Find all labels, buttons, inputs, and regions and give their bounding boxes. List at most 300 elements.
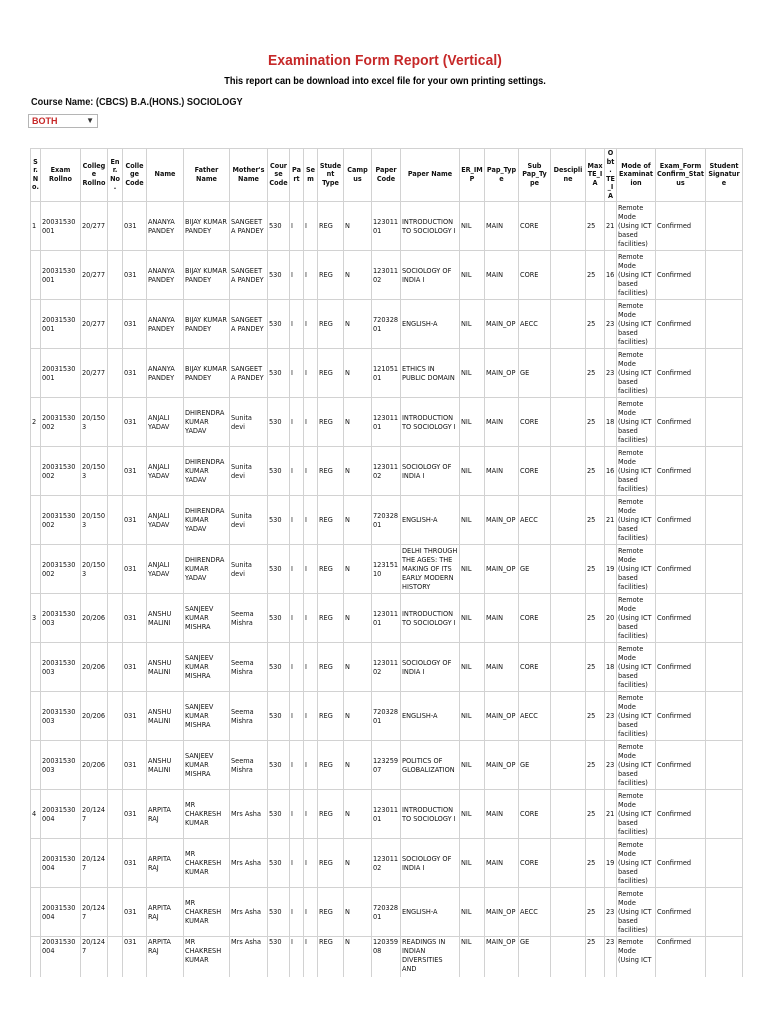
table-cell: MAIN: [485, 250, 519, 299]
table-cell: Confirmed: [656, 250, 706, 299]
table-cell: Confirmed: [656, 397, 706, 446]
table-cell: Seema Mishra: [230, 691, 268, 740]
table-cell: Remote Mode (Using ICT based facilities): [617, 642, 656, 691]
table-cell: NIL: [460, 446, 485, 495]
table-cell: 530: [268, 642, 290, 691]
table-cell: Confirmed: [656, 201, 706, 250]
filter-select-value: BOTH: [32, 116, 58, 126]
table-cell: SANJEEV KUMAR MISHRA: [184, 740, 230, 789]
table-cell: I: [290, 887, 304, 936]
table-row: [31, 446, 743, 495]
table-cell: [108, 446, 123, 495]
table-cell: [551, 838, 586, 887]
table-cell: 031: [123, 201, 147, 250]
table-cell: Sunita devi: [230, 397, 268, 446]
table-cell: [108, 201, 123, 250]
table-cell: DHIRENDRA KUMAR YADAV: [184, 397, 230, 446]
table-cell: 21: [605, 495, 617, 544]
table-cell: 25: [586, 544, 605, 593]
table-cell: BIJAY KUMAR PANDEY: [184, 250, 230, 299]
table-cell: 12301101: [372, 789, 401, 838]
table-cell: I: [290, 544, 304, 593]
table-cell: NIL: [460, 250, 485, 299]
table-cell: 530: [268, 936, 290, 977]
table-cell: N: [344, 838, 372, 887]
table-cell: 20031530001: [41, 201, 81, 250]
table-cell: [108, 495, 123, 544]
table-cell: 530: [268, 446, 290, 495]
table-cell: 25: [586, 250, 605, 299]
table-cell: BIJAY KUMAR PANDEY: [184, 299, 230, 348]
table-cell: 031: [123, 936, 147, 977]
table-cell: [551, 250, 586, 299]
table-cell: 18: [605, 397, 617, 446]
table-cell: 20031530002: [41, 495, 81, 544]
table-cell: 12301102: [372, 446, 401, 495]
table-row: [31, 544, 743, 593]
exam-form-table: [30, 148, 743, 977]
table-cell: NIL: [460, 789, 485, 838]
table-cell: [551, 887, 586, 936]
column-header: Sub Pap_Type: [519, 149, 551, 202]
table-cell: 20/1247: [81, 789, 108, 838]
table-cell: I: [304, 495, 318, 544]
table-cell: 23: [605, 691, 617, 740]
table-cell: Confirmed: [656, 593, 706, 642]
table-cell: I: [290, 495, 304, 544]
table-cell: ARPITA RAJ: [147, 789, 184, 838]
table-cell: 031: [123, 887, 147, 936]
table-cell: 25: [586, 789, 605, 838]
table-cell: Confirmed: [656, 789, 706, 838]
table-cell: CORE: [519, 397, 551, 446]
table-cell: SOCIOLOGY OF INDIA I: [401, 838, 460, 887]
table-cell: MAIN_OP: [485, 936, 519, 977]
table-cell: 530: [268, 789, 290, 838]
column-header: Father Name: [184, 149, 230, 202]
table-cell: [706, 250, 743, 299]
table-cell: INTRODUCTION TO SOCIOLOGY I: [401, 201, 460, 250]
table-cell: 530: [268, 593, 290, 642]
table-cell: MAIN_OP: [485, 348, 519, 397]
table-cell: N: [344, 201, 372, 250]
table-cell: 23: [605, 299, 617, 348]
table-cell: I: [290, 642, 304, 691]
table-cell: I: [304, 348, 318, 397]
table-row: [31, 593, 743, 642]
table-cell: [31, 544, 41, 593]
column-header: Sr. No.: [31, 149, 41, 202]
table-cell: 25: [586, 691, 605, 740]
table-cell: ANANYA PANDEY: [147, 299, 184, 348]
table-cell: [108, 740, 123, 789]
table-cell: N: [344, 593, 372, 642]
table-cell: 20031530004: [41, 887, 81, 936]
table-cell: MAIN: [485, 593, 519, 642]
table-cell: 72032801: [372, 691, 401, 740]
table-cell: I: [290, 838, 304, 887]
table-cell: 18: [605, 642, 617, 691]
table-cell: BIJAY KUMAR PANDEY: [184, 348, 230, 397]
table-cell: READINGS IN INDIAN DIVERSITIES AND: [401, 936, 460, 977]
table-cell: [551, 544, 586, 593]
table-cell: NIL: [460, 495, 485, 544]
table-cell: 031: [123, 789, 147, 838]
table-cell: [551, 593, 586, 642]
column-header: Enr. No.: [108, 149, 123, 202]
table-cell: ENGLISH-A: [401, 495, 460, 544]
table-cell: 20/1503: [81, 446, 108, 495]
table-cell: 530: [268, 250, 290, 299]
table-cell: 25: [586, 838, 605, 887]
table-cell: ANANYA PANDEY: [147, 201, 184, 250]
table-cell: MR CHAKRESH KUMAR: [184, 887, 230, 936]
table-cell: 530: [268, 887, 290, 936]
table-cell: 530: [268, 691, 290, 740]
table-cell: 031: [123, 495, 147, 544]
table-cell: Confirmed: [656, 299, 706, 348]
table-row: [31, 495, 743, 544]
table-cell: 23: [605, 936, 617, 977]
table-cell: 12301102: [372, 838, 401, 887]
column-header: Max TE_IA: [586, 149, 605, 202]
table-cell: 20031530003: [41, 691, 81, 740]
table-row: [31, 838, 743, 887]
table-cell: 530: [268, 201, 290, 250]
table-cell: Confirmed: [656, 936, 706, 977]
table-row: [31, 887, 743, 936]
column-header: College Code: [123, 149, 147, 202]
table-cell: SANJEEV KUMAR MISHRA: [184, 642, 230, 691]
table-cell: [706, 446, 743, 495]
table-row: [31, 250, 743, 299]
table-cell: N: [344, 789, 372, 838]
table-cell: 20/1247: [81, 936, 108, 977]
table-cell: DHIRENDRA KUMAR YADAV: [184, 495, 230, 544]
table-cell: Remote Mode (Using ICT based facilities): [617, 250, 656, 299]
table-cell: 20031530003: [41, 642, 81, 691]
table-cell: REG: [318, 691, 344, 740]
table-cell: Remote Mode (Using ICT based facilities): [617, 201, 656, 250]
table-cell: I: [290, 789, 304, 838]
table-cell: [108, 250, 123, 299]
table-cell: ANANYA PANDEY: [147, 348, 184, 397]
table-cell: 031: [123, 397, 147, 446]
table-cell: N: [344, 887, 372, 936]
table-cell: [706, 642, 743, 691]
table-cell: NIL: [460, 397, 485, 446]
table-cell: NIL: [460, 299, 485, 348]
table-cell: N: [344, 642, 372, 691]
table-cell: 20/1503: [81, 495, 108, 544]
table-cell: 20: [605, 593, 617, 642]
table-row: [31, 348, 743, 397]
table-cell: N: [344, 936, 372, 977]
table-cell: [31, 887, 41, 936]
column-header: Paper Name: [401, 149, 460, 202]
table-cell: I: [304, 642, 318, 691]
table-cell: 25: [586, 936, 605, 977]
table-cell: I: [304, 593, 318, 642]
table-cell: [108, 299, 123, 348]
table-cell: 20/1503: [81, 397, 108, 446]
table-cell: 4: [31, 789, 41, 838]
table-cell: ANJALI YADAV: [147, 544, 184, 593]
table-cell: 20031530004: [41, 838, 81, 887]
table-cell: 20031530001: [41, 299, 81, 348]
table-cell: MAIN: [485, 642, 519, 691]
table-cell: REG: [318, 544, 344, 593]
table-cell: 20031530004: [41, 789, 81, 838]
table-cell: AECC: [519, 887, 551, 936]
table-cell: Confirmed: [656, 642, 706, 691]
table-row: [31, 691, 743, 740]
column-header: Campus: [344, 149, 372, 202]
table-cell: 19: [605, 838, 617, 887]
table-cell: [706, 691, 743, 740]
table-cell: 3: [31, 593, 41, 642]
table-cell: N: [344, 348, 372, 397]
table-cell: NIL: [460, 348, 485, 397]
table-cell: 16: [605, 446, 617, 495]
table-cell: INTRODUCTION TO SOCIOLOGY I: [401, 789, 460, 838]
table-cell: SANJEEV KUMAR MISHRA: [184, 691, 230, 740]
table-cell: MAIN: [485, 397, 519, 446]
table-cell: Remote Mode (Using ICT based facilities): [617, 397, 656, 446]
column-header: Exam Rollno: [41, 149, 81, 202]
table-cell: [31, 348, 41, 397]
filter-select[interactable]: [28, 114, 98, 128]
table-cell: CORE: [519, 593, 551, 642]
table-row: [31, 299, 743, 348]
table-cell: ANJALI YADAV: [147, 495, 184, 544]
table-cell: Mrs Asha: [230, 789, 268, 838]
table-cell: NIL: [460, 593, 485, 642]
table-cell: [108, 838, 123, 887]
table-cell: [551, 740, 586, 789]
table-cell: [551, 495, 586, 544]
table-cell: [108, 397, 123, 446]
column-header: Course Code: [268, 149, 290, 202]
table-cell: GE: [519, 740, 551, 789]
table-cell: Confirmed: [656, 838, 706, 887]
table-cell: GE: [519, 348, 551, 397]
table-cell: [108, 691, 123, 740]
table-cell: Remote Mode (Using ICT based facilities): [617, 544, 656, 593]
table-cell: REG: [318, 201, 344, 250]
table-cell: [551, 201, 586, 250]
table-cell: [31, 299, 41, 348]
table-cell: Mrs Asha: [230, 838, 268, 887]
table-cell: 12301102: [372, 250, 401, 299]
table-cell: REG: [318, 495, 344, 544]
table-cell: Remote Mode (Using ICT based facilities): [617, 789, 656, 838]
table-cell: 2: [31, 397, 41, 446]
table-cell: MAIN_OP: [485, 544, 519, 593]
table-cell: REG: [318, 789, 344, 838]
table-cell: 72032801: [372, 887, 401, 936]
table-cell: [551, 642, 586, 691]
table-cell: [706, 397, 743, 446]
table-cell: 031: [123, 838, 147, 887]
table-cell: Mrs Asha: [230, 887, 268, 936]
chevron-down-icon: ▼: [86, 116, 94, 125]
table-cell: SOCIOLOGY OF INDIA I: [401, 250, 460, 299]
table-row: [31, 201, 743, 250]
table-cell: [31, 691, 41, 740]
table-cell: 20/1247: [81, 887, 108, 936]
column-header: Student Type: [318, 149, 344, 202]
table-cell: [706, 544, 743, 593]
table-cell: I: [304, 936, 318, 977]
table-cell: SANJEEV KUMAR MISHRA: [184, 593, 230, 642]
table-cell: BIJAY KUMAR PANDEY: [184, 201, 230, 250]
table-cell: ARPITA RAJ: [147, 887, 184, 936]
table-cell: I: [290, 201, 304, 250]
table-cell: Remote Mode (Using ICT based facilities): [617, 691, 656, 740]
table-cell: 12301102: [372, 642, 401, 691]
table-cell: ARPITA RAJ: [147, 936, 184, 977]
table-cell: REG: [318, 250, 344, 299]
table-cell: 20031530002: [41, 397, 81, 446]
table-cell: I: [290, 250, 304, 299]
table-cell: ANJALI YADAV: [147, 446, 184, 495]
table-cell: 12035908: [372, 936, 401, 977]
table-cell: 25: [586, 887, 605, 936]
table-cell: 25: [586, 348, 605, 397]
table-cell: GE: [519, 544, 551, 593]
table-cell: NIL: [460, 201, 485, 250]
table-cell: [706, 887, 743, 936]
table-cell: Remote Mode (Using ICT based facilities): [617, 495, 656, 544]
table-cell: AECC: [519, 495, 551, 544]
table-cell: 20031530001: [41, 250, 81, 299]
table-cell: 031: [123, 593, 147, 642]
table-cell: MAIN_OP: [485, 691, 519, 740]
table-cell: 25: [586, 397, 605, 446]
table-cell: MAIN: [485, 789, 519, 838]
table-cell: I: [290, 397, 304, 446]
table-cell: 031: [123, 446, 147, 495]
table-cell: Confirmed: [656, 446, 706, 495]
table-cell: 031: [123, 642, 147, 691]
table-cell: I: [304, 691, 318, 740]
table-cell: Seema Mishra: [230, 740, 268, 789]
table-cell: 530: [268, 740, 290, 789]
table-cell: Sunita devi: [230, 495, 268, 544]
table-cell: GE: [519, 936, 551, 977]
table-cell: 12315110: [372, 544, 401, 593]
table-cell: [31, 446, 41, 495]
table-cell: [31, 250, 41, 299]
table-cell: SANGEETA PANDEY: [230, 201, 268, 250]
column-header: Student Signature: [706, 149, 743, 202]
table-cell: REG: [318, 446, 344, 495]
table-cell: 20/206: [81, 642, 108, 691]
table-cell: 1: [31, 201, 41, 250]
table-cell: [551, 397, 586, 446]
table-cell: [108, 642, 123, 691]
table-body: [31, 201, 743, 977]
column-header: College Rollno: [81, 149, 108, 202]
table-cell: NIL: [460, 740, 485, 789]
table-row: [31, 397, 743, 446]
table-header-row: [31, 149, 743, 202]
table-cell: [706, 348, 743, 397]
table-cell: 12325907: [372, 740, 401, 789]
table-cell: REG: [318, 936, 344, 977]
table-cell: ANSHU MALINI: [147, 740, 184, 789]
table-cell: 21: [605, 789, 617, 838]
table-cell: N: [344, 299, 372, 348]
table-cell: MAIN_OP: [485, 299, 519, 348]
column-header: Name: [147, 149, 184, 202]
table-cell: I: [304, 544, 318, 593]
table-cell: [108, 936, 123, 977]
table-cell: INTRODUCTION TO SOCIOLOGY I: [401, 397, 460, 446]
table-cell: DHIRENDRA KUMAR YADAV: [184, 446, 230, 495]
table-cell: [551, 299, 586, 348]
table-cell: 72032801: [372, 495, 401, 544]
table-cell: Remote Mode (Using ICT based facilities): [617, 299, 656, 348]
table-cell: ANSHU MALINI: [147, 691, 184, 740]
table-cell: N: [344, 544, 372, 593]
table-cell: MR CHAKRESH KUMAR: [184, 936, 230, 977]
table-cell: 031: [123, 740, 147, 789]
report-subtitle: This report can be download into excel file for your own printing settings.: [224, 76, 546, 87]
table-cell: [551, 936, 586, 977]
table-cell: I: [304, 887, 318, 936]
table-cell: ARPITA RAJ: [147, 838, 184, 887]
table-cell: I: [290, 299, 304, 348]
table-cell: MAIN_OP: [485, 740, 519, 789]
table-cell: [108, 544, 123, 593]
table-cell: ANSHU MALINI: [147, 642, 184, 691]
table-cell: SANGEETA PANDEY: [230, 299, 268, 348]
table-cell: 530: [268, 299, 290, 348]
table-cell: Confirmed: [656, 495, 706, 544]
table-cell: REG: [318, 397, 344, 446]
table-cell: CORE: [519, 838, 551, 887]
column-header: Mother's Name: [230, 149, 268, 202]
table-cell: I: [304, 789, 318, 838]
table-cell: I: [290, 936, 304, 977]
table-cell: N: [344, 250, 372, 299]
table-cell: [108, 789, 123, 838]
table-cell: 530: [268, 495, 290, 544]
table-cell: POLITICS OF GLOBALIZATION: [401, 740, 460, 789]
table-cell: 20031530002: [41, 544, 81, 593]
table-cell: N: [344, 740, 372, 789]
table-cell: AECC: [519, 299, 551, 348]
table-cell: 23: [605, 348, 617, 397]
table-cell: N: [344, 691, 372, 740]
table-cell: 12105101: [372, 348, 401, 397]
table-cell: Remote Mode (Using ICT based facilities): [617, 887, 656, 936]
table-row: [31, 642, 743, 691]
table-cell: 21: [605, 201, 617, 250]
table-cell: 12301101: [372, 593, 401, 642]
table-cell: REG: [318, 887, 344, 936]
table-cell: CORE: [519, 789, 551, 838]
table-row: [31, 936, 743, 977]
table-cell: I: [290, 348, 304, 397]
table-cell: NIL: [460, 887, 485, 936]
table-cell: I: [290, 446, 304, 495]
course-name: Course Name: (CBCS) B.A.(HONS.) SOCIOLOGY: [31, 97, 243, 108]
table-cell: 19: [605, 544, 617, 593]
table-cell: [31, 936, 41, 977]
